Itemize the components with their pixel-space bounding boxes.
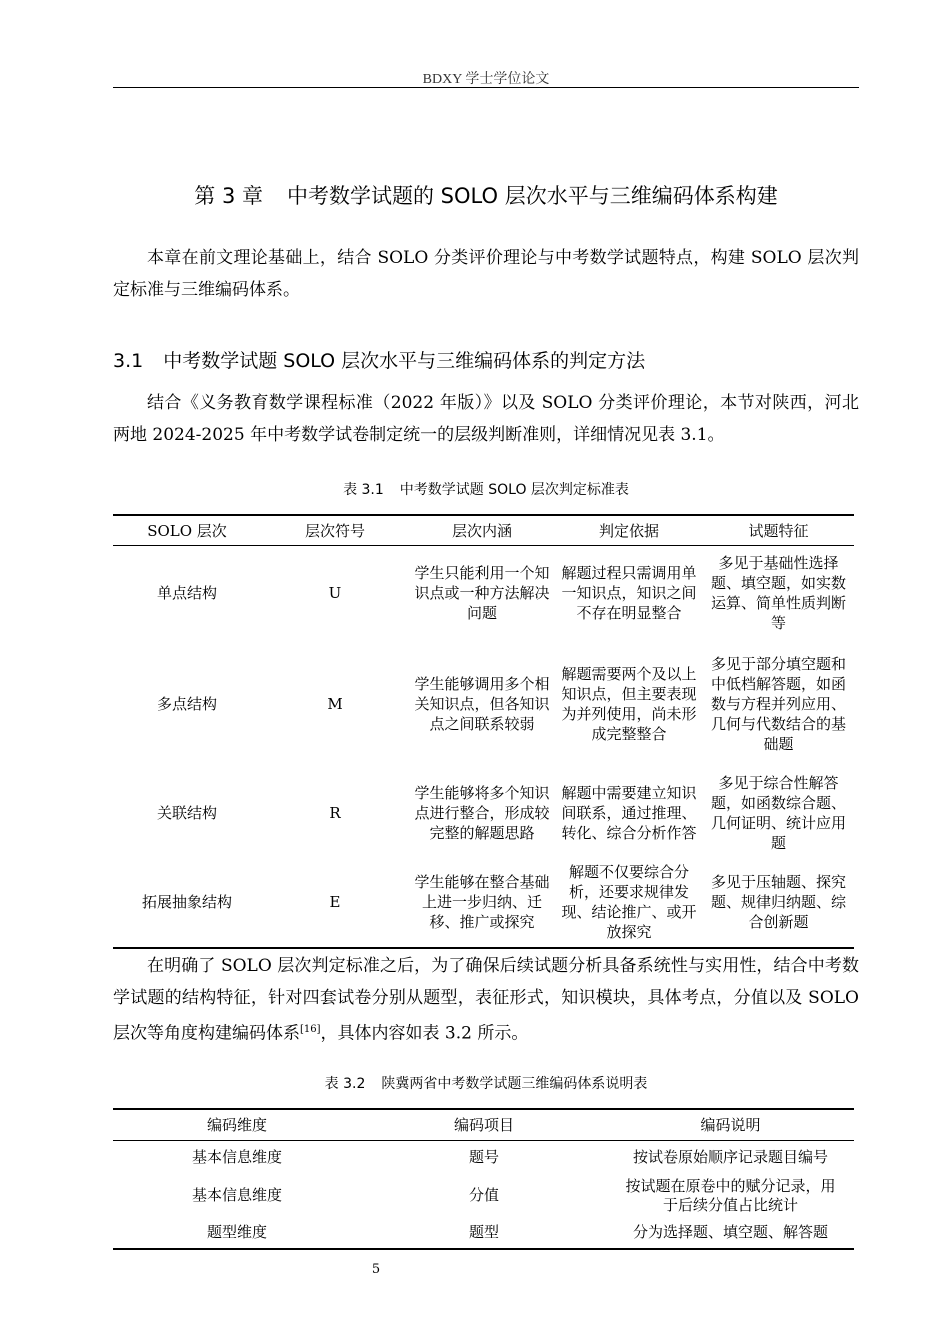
- coding-dimension: 基本信息维度: [191, 1186, 282, 1204]
- section-number: 3.1: [113, 350, 144, 372]
- coding-item: 分值: [468, 1186, 499, 1204]
- table2-header-row: [113, 1109, 854, 1141]
- coding-desc: 按试卷原始顺序记录题目编号: [632, 1148, 828, 1167]
- solo-features: 多见于基础性选择题、填空题，如实数运算、简单性质判断等: [710, 553, 846, 632]
- page-header: BDXY 学士学位论文: [422, 72, 550, 87]
- table1-header-symbol: 层次符号: [261, 515, 409, 546]
- chapter-title: [113, 180, 859, 210]
- table2-caption: [113, 1073, 859, 1093]
- citation-ref: [16]: [300, 1024, 321, 1035]
- coding-dimension: 基本信息维度: [191, 1148, 282, 1167]
- paragraph-3: [113, 950, 859, 1050]
- paragraph-3-text: 在明确了 SOLO 层次判定标准之后，为了确保后续试题分析具备系统性与实用性，结合中考数学试题的结构特征，针对四套试卷分别从题型，表征形式，知识模块，具体考点，分值以及 SOLO 层次等角度构建编码体系: [113, 956, 859, 1044]
- table2-header-item: 编码项目: [361, 1109, 607, 1141]
- table1-caption: [113, 479, 859, 499]
- solo-features: 多见于压轴题、探究题、规律归纳题、综合创新题: [703, 858, 854, 948]
- paragraph-3-tail: ，具体内容如表 3.2 所示。: [320, 1023, 529, 1044]
- table1-caption-number: 表 3.1: [343, 482, 384, 498]
- intro-paragraph: 本章在前文理论基础上，结合 SOLO 分类评价理论与中考数学试题特点，构建 SOLO 层次判定标准与三维编码体系。: [113, 248, 859, 300]
- page-number: 5: [371, 1262, 381, 1277]
- solo-features: 多见于综合性解答题，如函数综合题、几何证明、统计应用题: [710, 773, 846, 852]
- section-title-text: 中考数学试题 SOLO 层次水平与三维编码体系的判定方法: [163, 350, 646, 372]
- solo-symbol: R: [329, 803, 341, 822]
- section-title: [113, 346, 859, 373]
- coding-desc: 按试题在原卷中的赋分记录，用于后续分值占比统计: [625, 1176, 836, 1214]
- table1-header-features: 试题特征: [703, 515, 854, 546]
- table1-header-level: SOLO 层次: [113, 515, 261, 546]
- table1-header-meaning: 层次内涵: [409, 515, 555, 546]
- coding-dimension: 题型维度: [113, 1217, 361, 1249]
- solo-meaning: 学生能够调用多个相关知识点，但各知识点之间联系较弱: [414, 674, 550, 733]
- table-row: [113, 1141, 854, 1175]
- solo-level: 关联结构: [156, 803, 217, 822]
- table1-header-row: [113, 515, 854, 546]
- solo-basis: 解题过程只需调用单一知识点，知识之间不存在明显整合: [561, 563, 697, 622]
- coding-desc: 分为选择题、填空题、解答题: [607, 1217, 854, 1249]
- solo-basis: 解题需要两个及以上知识点，但主要表现为并列使用，尚未形成完整整合: [561, 664, 697, 743]
- solo-level: 单点结构: [156, 583, 217, 602]
- table2-header-desc: 编码说明: [607, 1109, 854, 1141]
- solo-features: 多见于部分填空题和中低档解答题，如函数与方程并列应用、几何与代数结合的基础题: [710, 654, 846, 753]
- table-row: [113, 768, 854, 858]
- table-row: [113, 1175, 854, 1217]
- solo-basis: 解题不仅要综合分析，还要求规律发现、结论推广、或开放探究: [555, 858, 703, 948]
- solo-standard-table: [113, 514, 854, 949]
- coding-item: 题号: [468, 1148, 499, 1167]
- table1-header-basis: 判定依据: [555, 515, 703, 546]
- table2-caption-title: 陕冀两省中考数学试题三维编码体系说明表: [381, 1076, 648, 1092]
- coding-item: 题型: [361, 1217, 607, 1249]
- table-row: [113, 640, 854, 768]
- solo-symbol: M: [327, 694, 343, 713]
- solo-level: 多点结构: [156, 694, 217, 713]
- solo-meaning: 学生只能利用一个知识点或一种方法解决问题: [414, 563, 550, 622]
- paragraph-2: 结合《义务教育数学课程标准（2022 年版）》以及 SOLO 分类评价理论，本节对陕西，河北两地 2024-2025 年中考数学试卷制定统一的层级判断准则，详细情况见表 3.1。: [113, 393, 859, 445]
- table-row: [113, 858, 854, 948]
- solo-basis: 解题中需要建立知识间联系，通过推理、转化、综合分析作答: [561, 783, 697, 842]
- solo-meaning: 学生能够将多个知识点进行整合，形成较完整的解题思路: [414, 783, 550, 842]
- solo-symbol: U: [328, 583, 342, 602]
- table1-caption-title: 中考数学试题 SOLO 层次判定标准表: [399, 482, 629, 498]
- solo-symbol: E: [261, 858, 409, 948]
- table-row: [113, 1217, 854, 1249]
- coding-system-table: [113, 1108, 854, 1250]
- header-rule: [113, 87, 859, 88]
- chapter-number: 第 3 章: [194, 184, 263, 208]
- solo-level: 拓展抽象结构: [113, 858, 261, 948]
- table2-header-dimension: 编码维度: [113, 1109, 361, 1141]
- solo-meaning: 学生能够在整合基础上进一步归纳、迁移、推广或探究: [409, 858, 555, 948]
- chapter-title-text: 中考数学试题的 SOLO 层次水平与三维编码体系构建: [287, 184, 778, 208]
- table-row: [113, 546, 854, 640]
- table2-caption-number: 表 3.2: [324, 1076, 366, 1092]
